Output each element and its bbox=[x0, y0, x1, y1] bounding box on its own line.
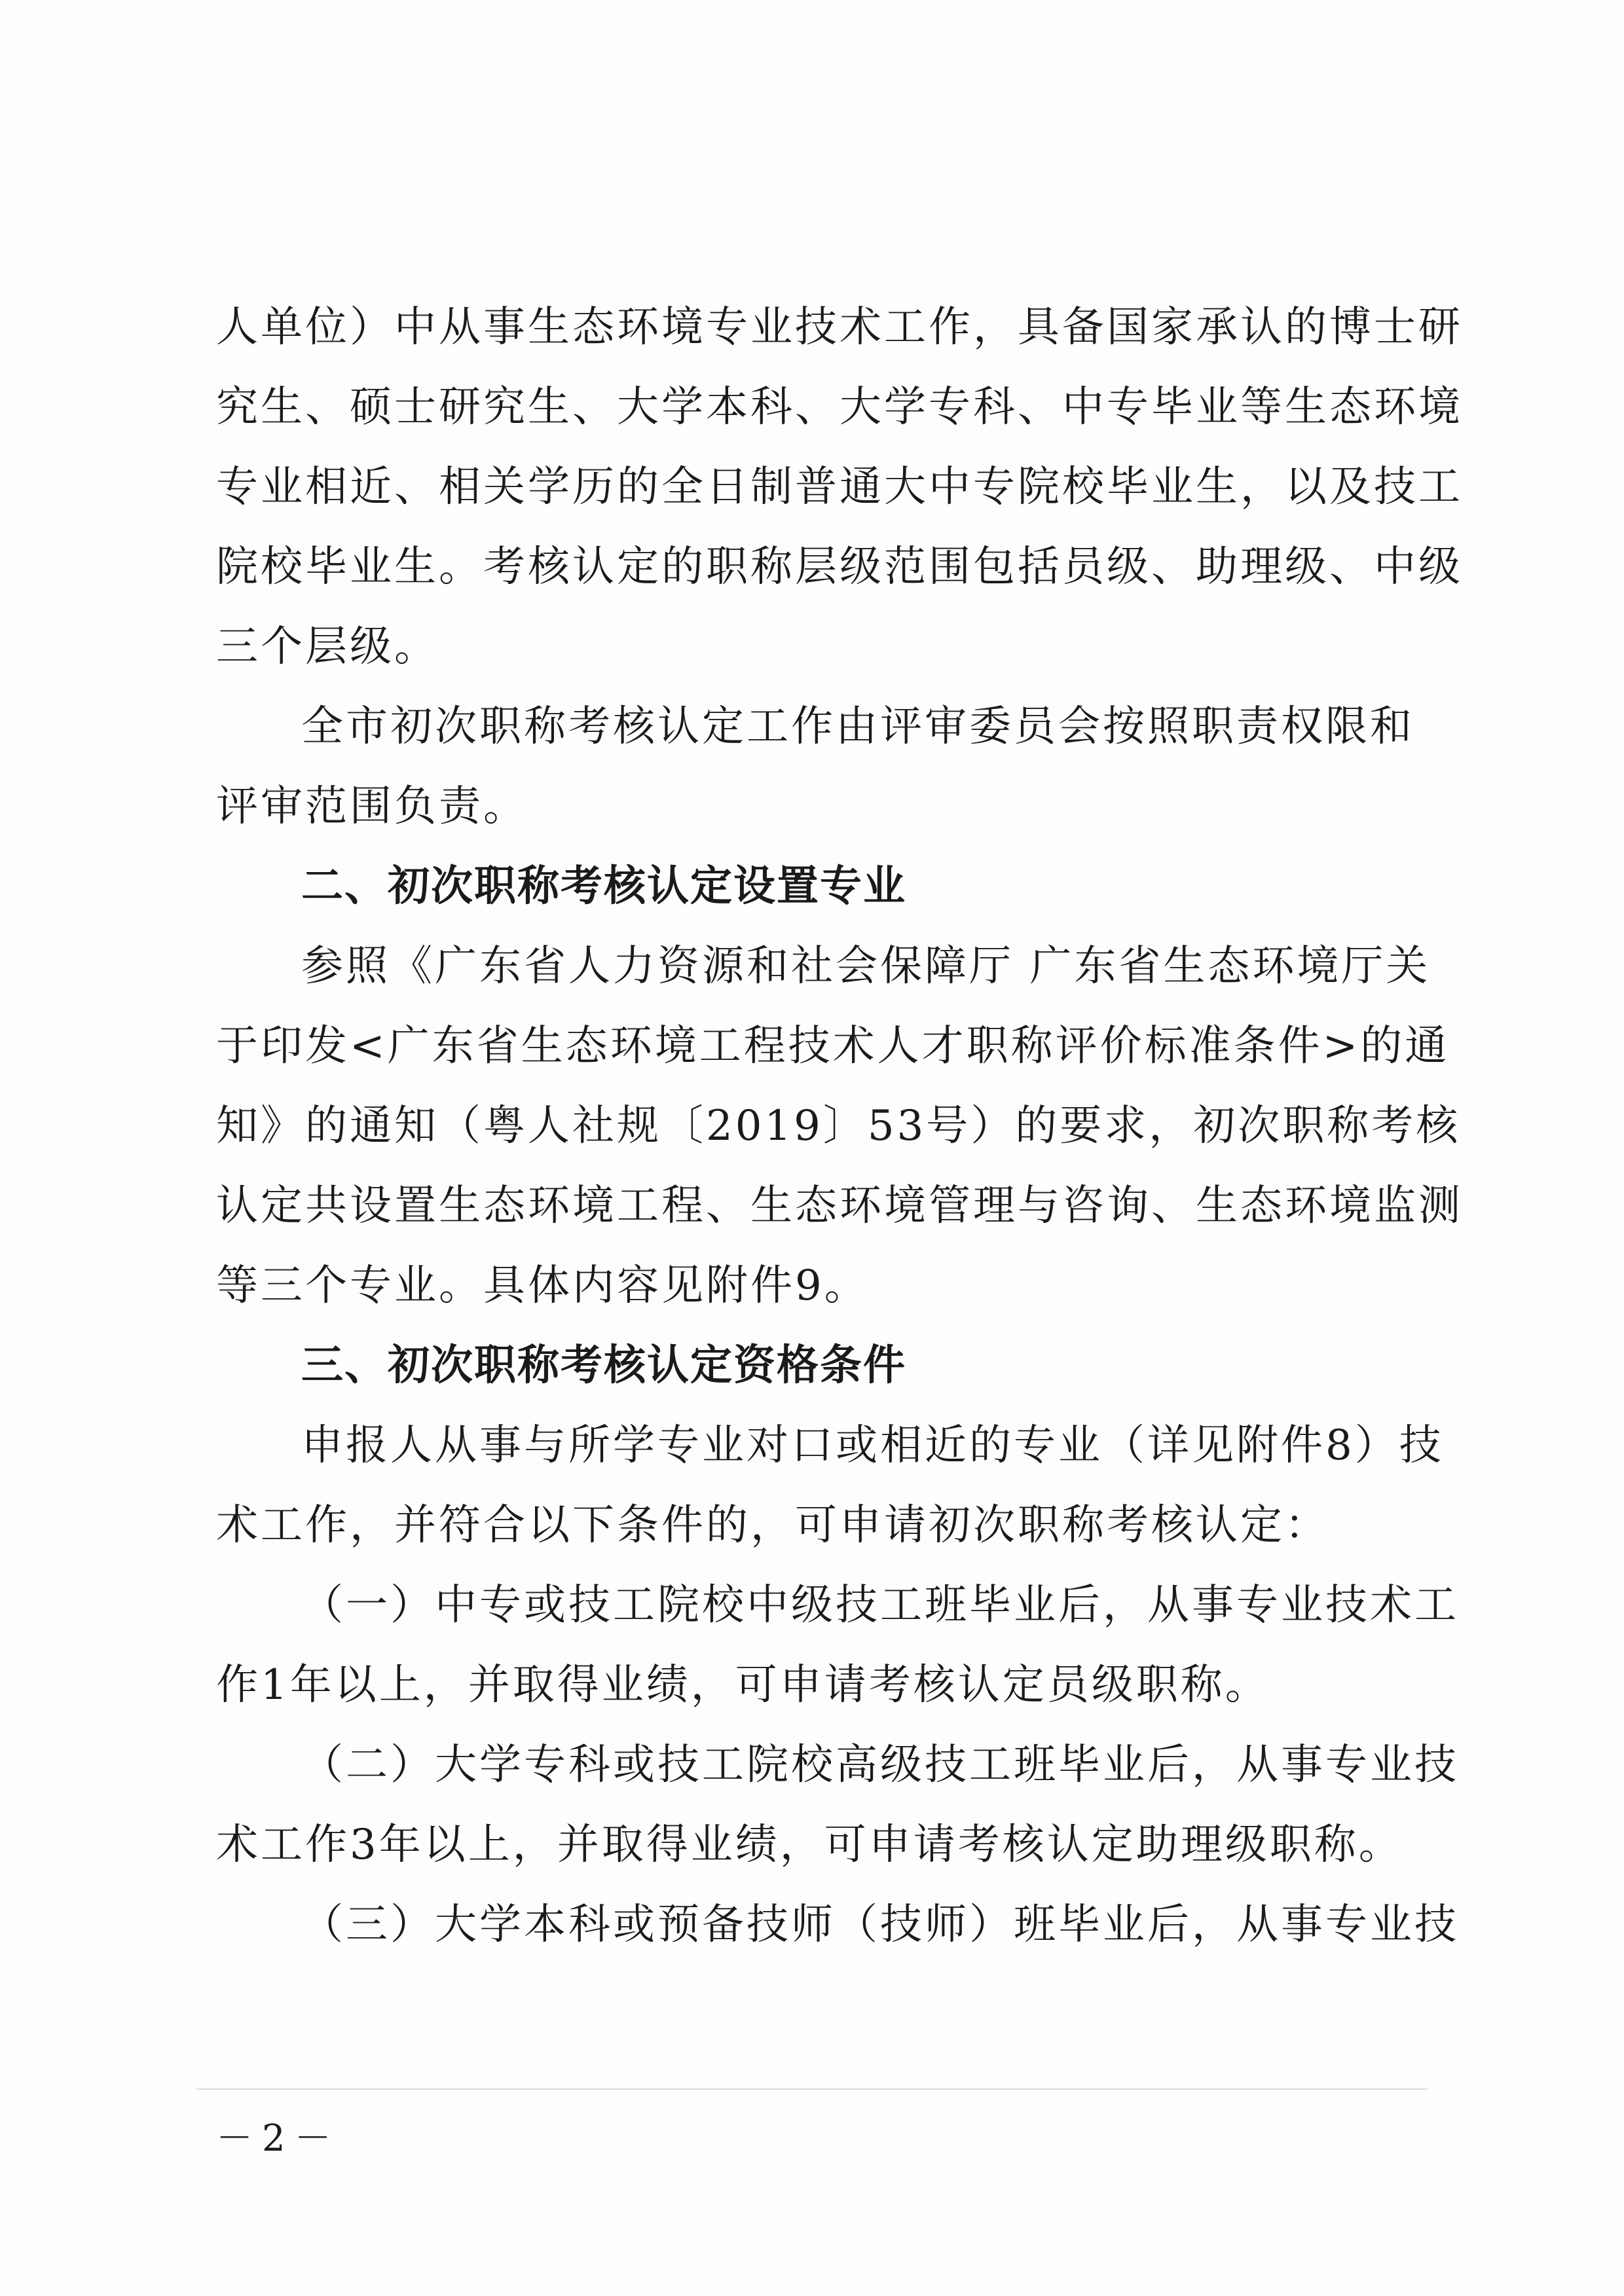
list-item-2: （二）大学专科或技工院校高级技工班毕业后，从事专业技 bbox=[301, 1741, 1459, 1789]
paragraph-first-line: 参照《广东省人力资源和社会保障厅 广东省生态环境厅关 bbox=[301, 942, 1431, 991]
text-line: 专业相近、相关学历的全日制普通大中专院校毕业生，以及技工 bbox=[216, 463, 1463, 511]
text-line: 究生、硕士研究生、大学本科、大学专科、中专毕业等生态环境 bbox=[216, 383, 1463, 431]
paragraph-first-line: 全市初次职称考核认定工作由评审委员会按照职责权限和 bbox=[301, 702, 1414, 751]
page-number: －2－ bbox=[216, 2117, 341, 2160]
text-line: 等三个专业。具体内容见附件9。 bbox=[216, 1262, 869, 1310]
text-line: 评审范围负责。 bbox=[216, 782, 528, 831]
paragraph-first-line: 申报人从事与所学专业对口或相近的专业（详见附件8）技 bbox=[301, 1421, 1444, 1470]
section-heading-2: 二、初次职称考核认定设置专业 bbox=[301, 862, 906, 911]
text-line: 术工作，并符合以下条件的，可申请初次职称考核认定： bbox=[216, 1501, 1329, 1550]
text-line: 术工作3年以上，并取得业绩，可申请考核认定助理级职称。 bbox=[216, 1821, 1403, 1869]
text-line: 人单位）中从事生态环境专业技术工作，具备国家承认的博士研 bbox=[216, 303, 1463, 352]
footer-divider bbox=[196, 2088, 1428, 2090]
text-line: 院校毕业生。考核认定的职称层级范围包括员级、助理级、中级 bbox=[216, 543, 1463, 591]
list-item-1: （一）中专或技工院校中级技工班毕业后，从事专业技术工 bbox=[301, 1581, 1459, 1630]
section-heading-3: 三、初次职称考核认定资格条件 bbox=[301, 1341, 906, 1390]
text-line: 三个层级。 bbox=[216, 623, 439, 671]
text-line: 知》的通知（粤人社规〔2019〕53号）的要求，初次职称考核 bbox=[216, 1102, 1461, 1150]
text-line: 于印发<广东省生态环境工程技术人才职称评价标准条件>的通 bbox=[216, 1022, 1450, 1070]
list-item-3: （三）大学本科或预备技师（技师）班毕业后，从事专业技 bbox=[301, 1901, 1459, 1949]
text-line: 认定共设置生态环境工程、生态环境管理与咨询、生态环境监测 bbox=[216, 1182, 1463, 1230]
text-line: 作1年以上，并取得业绩，可申请考核认定员级职称。 bbox=[216, 1661, 1270, 1709]
